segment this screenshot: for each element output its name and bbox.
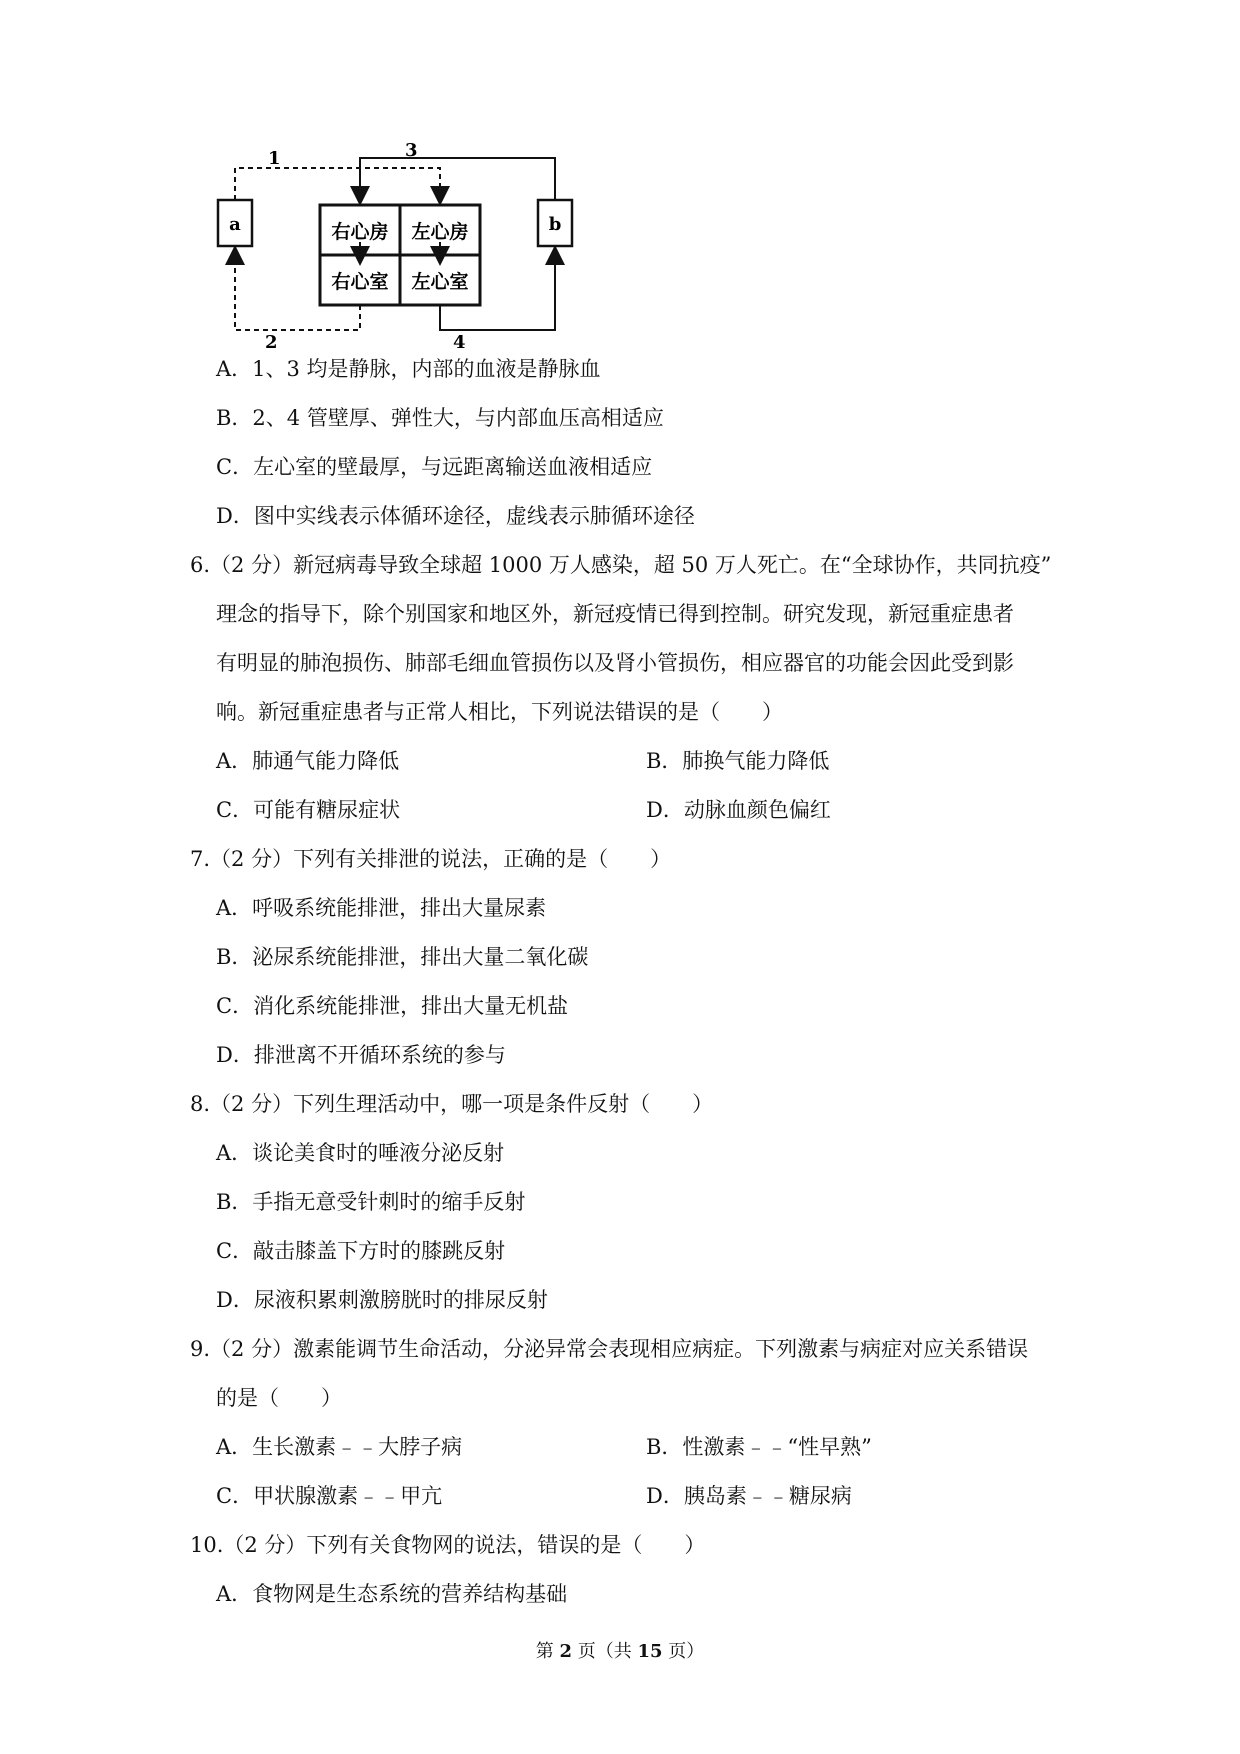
- q8-option-c: C．敲击膝盖下方时的膝跳反射: [216, 1239, 506, 1263]
- vessel-1-label: 1: [268, 148, 281, 169]
- q10-option-a: A．食物网是生态系统的营养结构基础: [216, 1582, 568, 1606]
- q6-stem-line-3: 有明显的肺泡损伤、肺部毛细血管损伤以及肾小管损伤，相应器官的功能会因此受到影: [216, 651, 1014, 675]
- vessel-4-label: 4: [453, 332, 466, 353]
- right-atrium-label: 右心房: [331, 221, 389, 243]
- q6-option-b: B．肺换气能力降低: [646, 749, 830, 773]
- q9-option-a: A．生长激素﹣﹣大脖子病: [216, 1435, 463, 1459]
- q8-option-d: D．尿液积累刺激膀胱时的排尿反射: [216, 1288, 548, 1312]
- q7-option-d: D．排泄离不开循环系统的参与: [216, 1043, 506, 1067]
- q6-option-a: A．肺通气能力降低: [216, 749, 400, 773]
- page-footer: [0, 1640, 1240, 1664]
- q8-stem: 8.（2 分）下列生理活动中，哪一项是条件反射（ ）: [190, 1092, 714, 1116]
- q6-option-c: C．可能有糖尿症状: [216, 798, 401, 822]
- q9-stem-line-1: 9.（2 分）激素能调节生命活动，分泌异常会表现相应病症。下列激素与病症对应关系错误: [190, 1337, 1029, 1361]
- q5-option-a: A．1、3 均是静脉，内部的血液是静脉血: [216, 357, 601, 381]
- q7-option-a: A．呼吸系统能排泄，排出大量尿素: [216, 896, 547, 920]
- footer-total-pages: 15: [637, 1641, 663, 1662]
- vessel-3-label: 3: [405, 140, 418, 161]
- q5-option-c: C．左心室的壁最厚，与远距离输送血液相适应: [216, 455, 653, 479]
- left-ventricle-label: 左心室: [411, 271, 469, 293]
- vessel-1: [235, 168, 440, 202]
- q7-stem: 7.（2 分）下列有关排泄的说法，正确的是（ ）: [190, 847, 672, 871]
- q9-option-c: C．甲状腺激素﹣﹣甲亢: [216, 1484, 443, 1508]
- footer-prefix: 第: [535, 1641, 554, 1662]
- right-ventricle-label: 右心室: [331, 271, 389, 293]
- q8-option-a: A．谈论美食时的唾液分泌反射: [216, 1141, 505, 1165]
- q7-option-c: C．消化系统能排泄，排出大量无机盐: [216, 994, 569, 1018]
- left-atrium-label: 左心房: [411, 221, 469, 243]
- box-a-label: a: [229, 214, 241, 235]
- q9-option-d: D．胰岛素﹣﹣糖尿病: [646, 1484, 852, 1508]
- vessel-2-label: 2: [265, 332, 278, 353]
- circulation-diagram: [210, 140, 810, 353]
- vessel-3: [360, 158, 555, 202]
- q6-option-d: D．动脉血颜色偏红: [646, 798, 831, 822]
- footer-middle: 页（共: [577, 1641, 632, 1662]
- q6-stem-line-1: 6.（2 分）新冠病毒导致全球超 1000 万人感染，超 50 万人死亡。在“全球协作，共同抗疫”: [190, 553, 1052, 577]
- footer-page-number: 2: [559, 1641, 572, 1662]
- footer-suffix: 页）: [668, 1641, 705, 1662]
- box-b-label: b: [548, 214, 562, 235]
- q6-stem-line-4: 响。新冠重症患者与正常人相比，下列说法错误的是（ ）: [216, 700, 783, 724]
- q6-stem-line-2: 理念的指导下，除个别国家和地区外，新冠疫情已得到控制。研究发现，新冠重症患者: [216, 602, 1014, 626]
- q10-stem: 10.（2 分）下列有关食物网的说法，错误的是（ ）: [190, 1533, 706, 1557]
- q8-option-b: B．手指无意受针刺时的缩手反射: [216, 1190, 526, 1214]
- q5-option-b: B．2、4 管壁厚、弹性大，与内部血压高相适应: [216, 406, 664, 430]
- q9-option-b: B．性激素﹣﹣“性早熟”: [646, 1435, 872, 1459]
- q5-option-d: D．图中实线表示体循环途径，虚线表示肺循环途径: [216, 504, 695, 528]
- q9-stem-line-2: 的是（ ）: [216, 1386, 342, 1410]
- q7-option-b: B．泌尿系统能排泄，排出大量二氧化碳: [216, 945, 589, 969]
